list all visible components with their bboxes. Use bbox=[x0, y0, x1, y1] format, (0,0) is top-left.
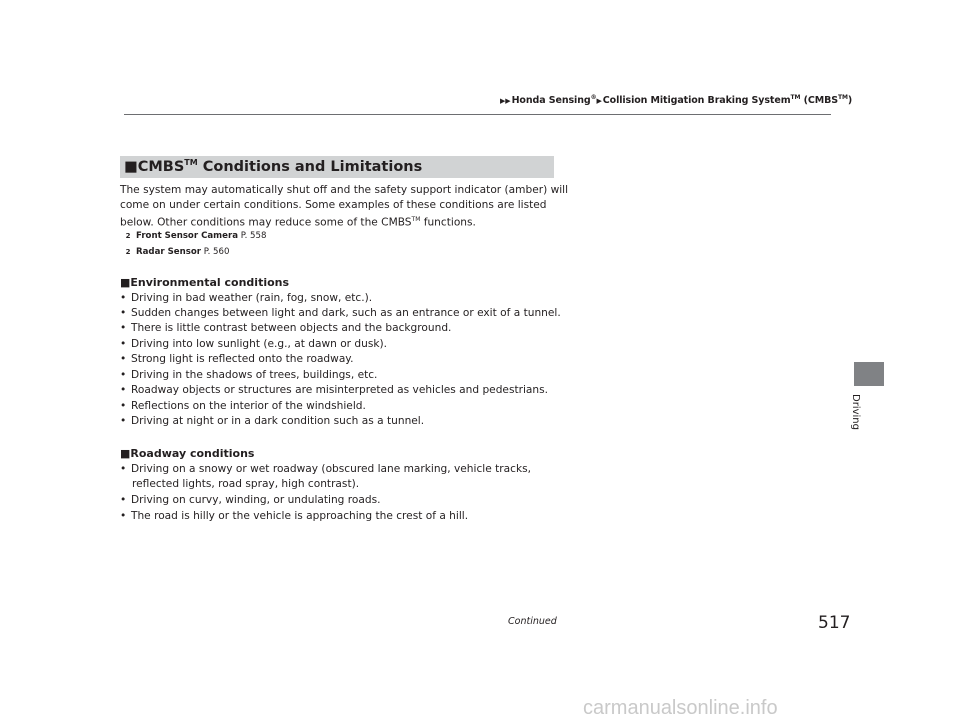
list-item: • There is little contrast between objects and the background. bbox=[120, 322, 452, 334]
section-title: ■CMBS™ Conditions and Limitations bbox=[124, 158, 423, 175]
intro-line-2: come on under certain conditions. Some examples of these conditions are listed bbox=[120, 199, 547, 211]
list-item: • Driving on curvy, winding, or undulating roads. bbox=[120, 494, 381, 506]
list-item: • Driving at night or in a dark condition such as a tunnel. bbox=[120, 415, 425, 427]
subheading-roadway: ■Roadway conditions bbox=[120, 447, 255, 460]
section-marker-icon: ■ bbox=[124, 158, 138, 175]
chapter-tab[interactable] bbox=[854, 362, 884, 386]
list-item: • Roadway objects or structures are misinterpreted as vehicles and pedestrians. bbox=[120, 384, 549, 396]
intro-line-1: The system may automatically shut off and the safety support indicator (amber) will bbox=[120, 184, 569, 196]
xref-radar-sensor[interactable]: 2 Radar Sensor P. 560 bbox=[125, 247, 230, 257]
intro-line-3: below. Other conditions may reduce some of the CMBS™ functions. bbox=[120, 216, 476, 229]
header-divider bbox=[124, 114, 831, 115]
continued-label: Continued bbox=[508, 616, 557, 627]
list-item: • Driving into low sunlight (e.g., at dawn or dusk). bbox=[120, 338, 388, 350]
reference-arrow-icon: 2 bbox=[125, 248, 131, 256]
subheading-environmental: ■Environmental conditions bbox=[120, 276, 290, 289]
list-item: • Driving in bad weather (rain, fog, snow, etc.). bbox=[120, 292, 373, 304]
list-item: • Sudden changes between light and dark, such as an entrance or exit of a tunnel. bbox=[120, 307, 561, 319]
list-item-continuation: reflected lights, road spray, high contrast). bbox=[132, 478, 360, 490]
xref-front-sensor-camera[interactable]: 2 Front Sensor Camera P. 558 bbox=[125, 231, 267, 241]
reference-arrow-icon: 2 bbox=[125, 232, 131, 240]
list-item: • The road is hilly or the vehicle is approaching the crest of a hill. bbox=[120, 510, 469, 522]
breadcrumb-item-cmbs[interactable]: Collision Mitigation Braking System™ (CMBS™) bbox=[602, 94, 853, 107]
list-item: • Strong light is reflected onto the roadway. bbox=[120, 353, 354, 365]
list-item: • Reflections on the interior of the windshield. bbox=[120, 400, 366, 412]
arrow-icon: ▶▶ bbox=[500, 97, 511, 106]
breadcrumb: ▶▶Honda Sensing®▶Collision Mitigation Braking System™ (CMBS™) bbox=[500, 94, 853, 107]
list-item: • Driving on a snowy or wet roadway (obscured lane marking, vehicle tracks, bbox=[120, 463, 531, 475]
arrow-icon: ▶ bbox=[596, 97, 602, 106]
list-item: • Driving in the shadows of trees, buildings, etc. bbox=[120, 369, 378, 381]
chapter-tab-label: Driving bbox=[850, 394, 861, 430]
page-number: 517 bbox=[818, 613, 851, 633]
watermark: carmanualsonline.info bbox=[583, 697, 778, 719]
breadcrumb-item-honda-sensing[interactable]: Honda Sensing bbox=[511, 95, 591, 107]
